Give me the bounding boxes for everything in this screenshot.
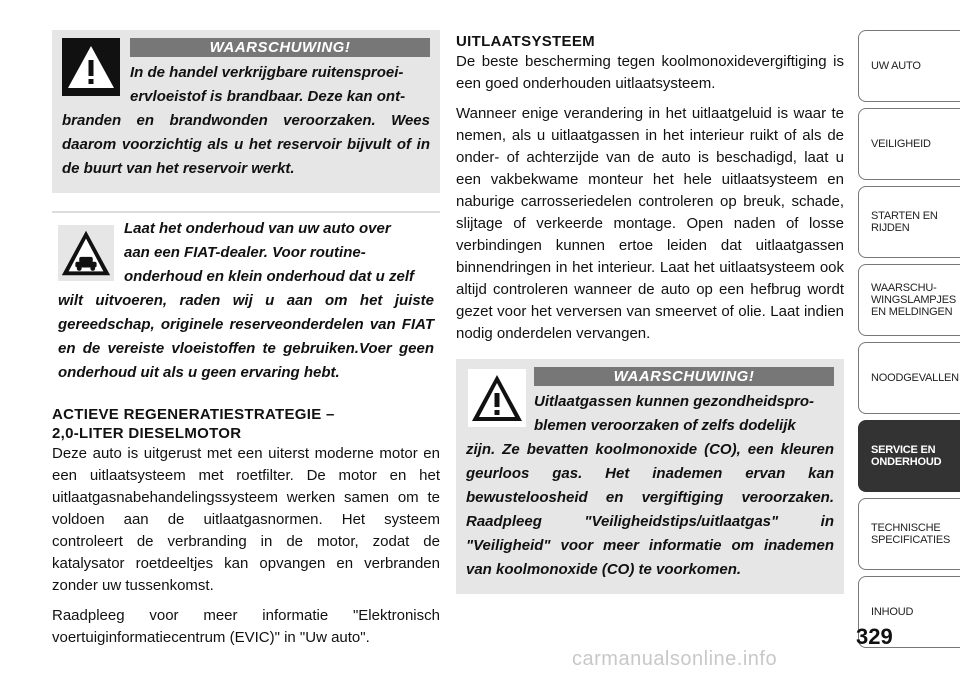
note-line: onderhoud en klein onderhoud dat u zelf <box>124 268 414 285</box>
paragraph: De beste bescherming tegen koolmonoxidevergiftiging is een goed onderhouden uitlaatsysteem. <box>456 53 844 92</box>
note-text <box>58 217 434 385</box>
tab-uw-auto[interactable]: UW AUTO <box>858 30 960 102</box>
tab-service-en-onderhoud[interactable]: SERVICE EN ONDERHOUD <box>858 420 960 492</box>
warning-box-washer-fluid <box>52 30 440 193</box>
tab-starten-en-rijden[interactable]: STARTEN EN RIJDEN <box>858 186 960 258</box>
warning-line: Uitlaatgassen kunnen gezondheidspro- <box>534 393 815 410</box>
warning-line: In de handel verkrijgbare ruitensproei- <box>130 64 404 81</box>
warning-triangle-icon <box>62 38 120 96</box>
warning-triangle-icon <box>468 369 526 427</box>
left-column <box>52 0 440 657</box>
tab-technische-specificaties[interactable]: TECHNISCHE SPECIFICATIES <box>858 498 960 570</box>
warning-rest: zijn. Ze bevatten koolmonoxide (CO), een kleuren geurloos gas. Het inademen ervan kan bewusteloosheid en vergiftiging veroorzaken. Raadpleeg "Veiligheidstips/uitlaatgas" in "Veiligheid" voor meer informatie om inademen van koolmonoxide (CO) te voorkomen. <box>466 441 834 578</box>
warning-heading: WAARSCHUWING! <box>534 367 834 386</box>
warning-line: blemen veroorzaken of zelfs dodelijk <box>534 417 796 434</box>
page-number: 329 <box>856 624 893 649</box>
warning-heading: WAARSCHUWING! <box>130 38 430 57</box>
paragraph: Raadpleeg voor meer informatie "Elektronisch voertuiginformatiecentrum (EVIC)" in "Uw auto". <box>52 607 440 646</box>
warning-rest: branden en brandwonden veroorzaken. Wees daarom voorzichtig als u het reservoir bijvult of in de buurt van het reservoir werkt. <box>62 112 430 177</box>
note-rest: wilt uitvoeren, raden wij u aan om het juiste gereedschap, originele reserveonderdelen van FIAT en de vereiste vloeistoffen te gebruiken.Voer geen onderhoud uit als u geen ervaring hebt. <box>58 292 434 381</box>
note-line: Laat het onderhoud van uw auto over <box>124 220 391 237</box>
warning-line: ervloeistof is brandbaar. Deze kan ont- <box>130 88 406 105</box>
note-line: aan een FIAT-dealer. Voor routine- <box>124 244 366 261</box>
tab-veiligheid[interactable]: VEILIGHEID <box>858 108 960 180</box>
section-title: UITLAATSYSTEEM <box>456 33 595 50</box>
chapter-tabs <box>858 30 960 654</box>
note-box-dealer-service <box>52 211 440 391</box>
tab-inhoud[interactable]: INHOUD <box>858 576 960 648</box>
section-subtitle: 2,0-LITER DIESELMOTOR <box>52 425 242 442</box>
tab-noodgevallen[interactable]: NOODGEVALLEN <box>858 342 960 414</box>
paragraph: Deze auto is uitgerust met een uiterst moderne motor en een uitlaatsysteem met roetfilter. De motor en het uitlaatgasnabehandelingssysteem werken samen om te voldoen aan de uitlaatgasnormen. Het systeem controleert de verbranding in de motor, zodat de katalysator roetdeeltjes kan opvangen en verbranden zonder uw tussenkomst. <box>52 445 440 594</box>
paragraph: Wanneer enige verandering in het uitlaatgeluid is waar te nemen, als u uitlaatgassen in het interieur ruikt of als de onder- of achterzijde van de auto is beschadigd, laat u een vakbekwame monteur het hele uitlaatsysteem en naburige carrosseriedelen controleren op breuk, schade, slijtage of verkeerde montage. Open naden of losse verbindingen kunnen ertoe leiden dat uitlaatgassen binnendringen in het interieur. Laat het uitlaatsysteem ook altijd controleren wanneer de auto op een hefbrug wordt gezet voor het verversen van smeervet of olie. Laat indien nodig onderdelen vervangen. <box>456 105 844 342</box>
section-title: ACTIEVE REGENERATIESTRATEGIE – <box>52 406 335 423</box>
tab-waarschuwingslampjes[interactable]: WAARSCHU-WINGSLAMPJES EN MELDINGEN <box>858 264 960 336</box>
car-service-icon <box>58 225 114 281</box>
section-regeneration <box>52 405 440 649</box>
right-column <box>456 32 844 594</box>
watermark: carmanualsonline.info <box>572 648 778 670</box>
warning-box-exhaust <box>456 359 844 594</box>
